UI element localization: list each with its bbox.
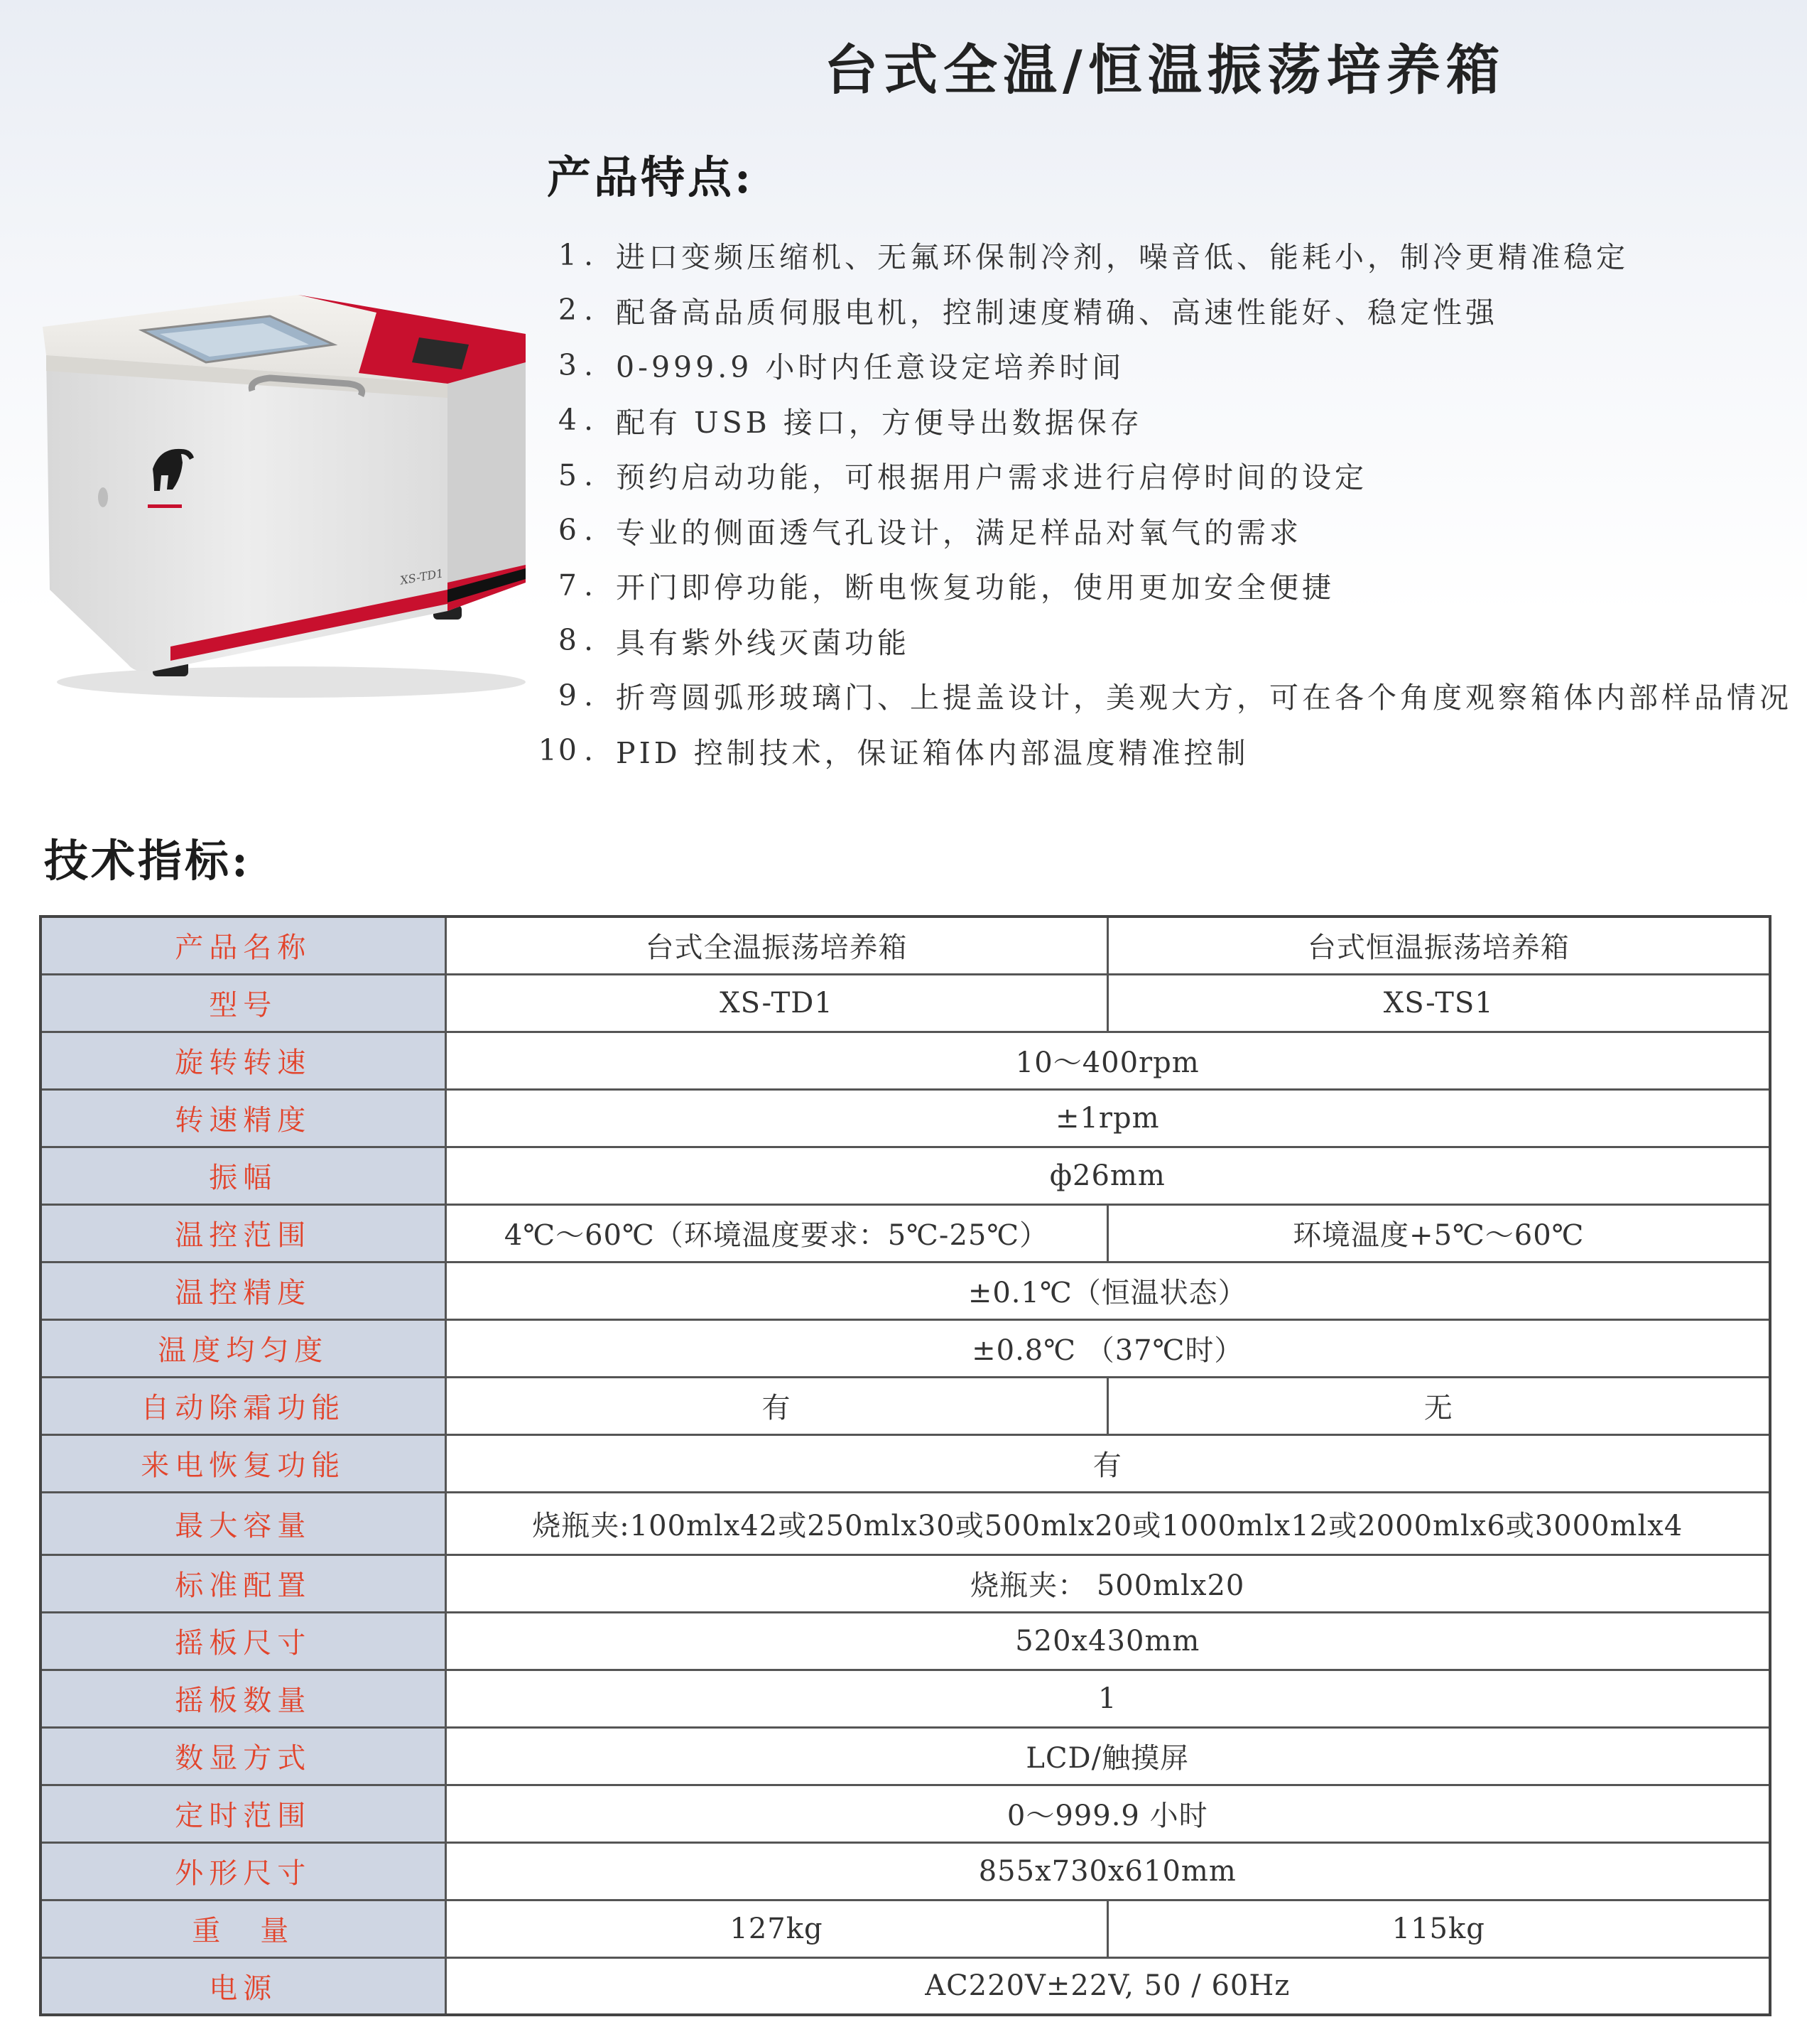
cell-value: 855x730x610mm — [445, 1842, 1770, 1900]
table-row — [40, 916, 1770, 974]
row-label: 型号 — [40, 974, 445, 1032]
row-label: 摇板数量 — [40, 1670, 445, 1727]
cell-value: 10～400rpm — [445, 1032, 1770, 1089]
table-row — [40, 1089, 1770, 1147]
row-label: 转速精度 — [40, 1089, 445, 1147]
table-row — [40, 1434, 1770, 1492]
table-row — [40, 1204, 1770, 1262]
cell-value: ±1rpm — [445, 1089, 1770, 1147]
cell-value: ф26mm — [445, 1147, 1770, 1204]
table-row — [40, 1727, 1770, 1785]
cell-value: 台式全温振荡培养箱 — [445, 916, 1107, 974]
cell-value: AC220V±22V, 50 / 60Hz — [445, 1957, 1770, 2015]
cell-value: 115kg — [1107, 1900, 1770, 1957]
row-label: 产品名称 — [40, 916, 445, 974]
list-item: 5 . 预约启动功能，可根据用户需求进行启停时间的设定 — [558, 458, 1367, 495]
product-image — [36, 284, 533, 710]
list-item: 9 . 折弯圆弧形玻璃门、上提盖设计，美观大方，可在各个角度观察箱体内部样品情况 — [558, 678, 1792, 715]
table-row — [40, 1785, 1770, 1842]
row-label: 最大容量 — [40, 1492, 445, 1554]
cell-value: 无 — [1107, 1377, 1770, 1434]
row-label: 振幅 — [40, 1147, 445, 1204]
list-item: 2 . 配备高品质伺服电机，控制速度精确、高速性能好、稳定性强 — [558, 293, 1498, 330]
list-item: 8 . 具有紫外线灭菌功能 — [558, 623, 910, 660]
table-row — [40, 1319, 1770, 1377]
row-label: 来电恢复功能 — [40, 1434, 445, 1492]
list-item: 3 . 0-999.9 小时内任意设定培养时间 — [558, 347, 1125, 385]
specs-heading: 技术指标: — [44, 835, 251, 887]
cell-value: XS-TD1 — [445, 974, 1107, 1032]
row-label: 温控范围 — [40, 1204, 445, 1262]
features-heading: 产品特点: — [547, 151, 754, 203]
list-item: 6 . 专业的侧面透气孔设计，满足样品对氧气的需求 — [558, 513, 1302, 550]
cell-value: 0～999.9 小时 — [445, 1785, 1770, 1842]
svg-text:XS-TD1: XS-TD1 — [398, 566, 445, 588]
table-row — [40, 1957, 1770, 2015]
cell-value: LCD/触摸屏 — [445, 1727, 1770, 1785]
features-list — [529, 227, 1792, 778]
table-row — [40, 1032, 1770, 1089]
table-row — [40, 1612, 1770, 1670]
row-label: 旋转转速 — [40, 1032, 445, 1089]
row-label: 自动除霜功能 — [40, 1377, 445, 1434]
list-item: 7 . 开门即停功能，断电恢复功能，使用更加安全便捷 — [558, 568, 1335, 605]
row-label: 摇板尺寸 — [40, 1612, 445, 1670]
row-label: 标准配置 — [40, 1554, 445, 1612]
cell-value: 1 — [445, 1670, 1770, 1727]
row-label: 温度均匀度 — [40, 1319, 445, 1377]
cell-value: 有 — [445, 1377, 1107, 1434]
row-label: 外形尺寸 — [40, 1842, 445, 1900]
table-row — [40, 1262, 1770, 1319]
list-item: 10 . PID 控制技术，保证箱体内部温度精准控制 — [538, 733, 1249, 770]
cell-value: 台式恒温振荡培养箱 — [1107, 916, 1770, 974]
page-title: 台式全温/恒温振荡培养箱 — [824, 38, 1506, 102]
table-row — [40, 1377, 1770, 1434]
table-row — [40, 1147, 1770, 1204]
table-row — [40, 974, 1770, 1032]
list-item: 4 . 配有 USB 接口，方便导出数据保存 — [558, 403, 1143, 440]
cell-value: ±0.8℃ （37℃时） — [445, 1319, 1770, 1377]
specs-table — [39, 915, 1771, 2016]
cell-value: 127kg — [445, 1900, 1107, 1957]
table-row — [40, 1900, 1770, 1957]
table-row — [40, 1554, 1770, 1612]
cell-value: 环境温度+5℃～60℃ — [1107, 1204, 1770, 1262]
row-label: 数显方式 — [40, 1727, 445, 1785]
cell-value: ±0.1℃（恒温状态） — [445, 1262, 1770, 1319]
cell-value: 烧瓶夹:100mlx42或250mlx30或500mlx20或1000mlx12或2000mlx6或3000mlx4 — [445, 1492, 1770, 1554]
cell-value: 520x430mm — [445, 1612, 1770, 1670]
row-label: 定时范围 — [40, 1785, 445, 1842]
cell-value: 有 — [445, 1434, 1770, 1492]
row-label: 电源 — [40, 1957, 445, 2015]
cell-value: 4℃～60℃（环境温度要求：5℃-25℃） — [445, 1204, 1107, 1262]
list-item: 1 . 进口变频压缩机、无氟环保制冷剂，噪音低、能耗小，制冷更精准稳定 — [558, 237, 1629, 275]
table-row — [40, 1842, 1770, 1900]
row-label: 温控精度 — [40, 1262, 445, 1319]
cell-value: 烧瓶夹： 500mlx20 — [445, 1554, 1770, 1612]
table-row — [40, 1492, 1770, 1554]
row-label: 重 量 — [40, 1900, 445, 1957]
table-row — [40, 1670, 1770, 1727]
cell-value: XS-TS1 — [1107, 974, 1770, 1032]
